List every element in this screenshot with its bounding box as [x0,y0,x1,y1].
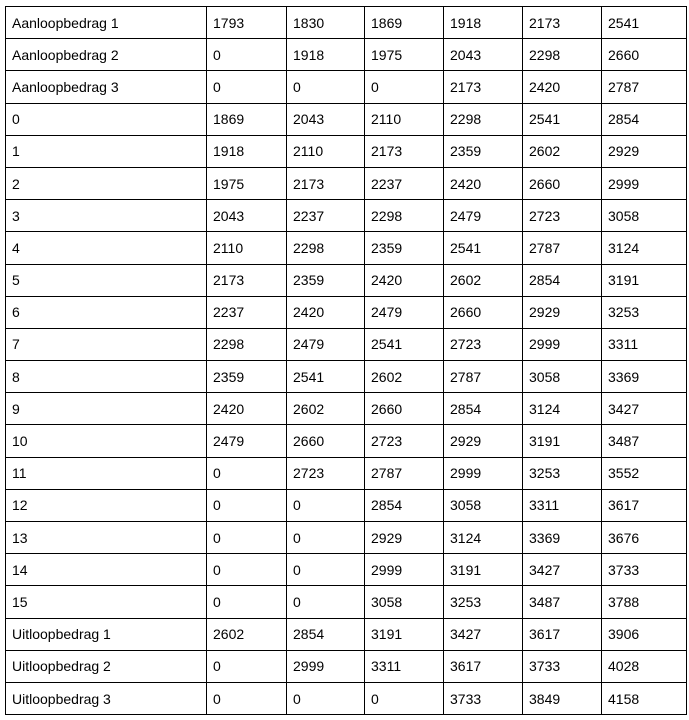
table-row [6,522,687,554]
table-cell: 3617 [444,650,523,682]
table-row [6,167,687,199]
row-label-cell: 14 [6,554,207,586]
row-label-cell: Uitloopbedrag 1 [6,618,207,650]
row-label-cell: 9 [6,393,207,425]
table-cell: 0 [287,522,365,554]
table-cell: 3733 [602,554,687,586]
table-cell: 2602 [207,618,287,650]
table-cell: 0 [207,522,287,554]
table-cell: 3253 [602,296,687,328]
table-cell: 0 [207,650,287,682]
table-cell: 3311 [602,328,687,360]
table-cell: 2854 [602,103,687,135]
table-cell: 2173 [444,71,523,103]
table-cell: 2298 [287,232,365,264]
row-label-cell: 12 [6,489,207,521]
table-cell: 3124 [444,522,523,554]
table-cell: 2660 [523,167,602,199]
table-row [6,618,687,650]
table-cell: 2723 [287,457,365,489]
row-label-cell: 10 [6,425,207,457]
table-cell: 2854 [365,489,444,521]
table-cell: 2929 [444,425,523,457]
table-cell: 2787 [523,232,602,264]
row-label-cell: 15 [6,586,207,618]
row-label-cell: Aanloopbedrag 3 [6,71,207,103]
row-label-cell: 4 [6,232,207,264]
row-label-cell: Aanloopbedrag 1 [6,7,207,39]
table-cell: 3849 [523,682,602,714]
row-label-cell: 7 [6,328,207,360]
table-cell: 0 [365,682,444,714]
row-label-cell: 6 [6,296,207,328]
row-label-cell: Uitloopbedrag 2 [6,650,207,682]
table-cell: 2723 [365,425,444,457]
table-cell: 3311 [365,650,444,682]
table-cell: 3733 [444,682,523,714]
table-cell: 3124 [602,232,687,264]
table-cell: 2723 [523,200,602,232]
table-cell: 0 [207,71,287,103]
table-cell: 3369 [523,522,602,554]
row-label-cell: 8 [6,361,207,393]
table-cell: 2999 [602,167,687,199]
table-cell: 2541 [365,328,444,360]
table-cell: 2043 [287,103,365,135]
table-cell: 2359 [365,232,444,264]
table-cell: 0 [287,554,365,586]
table-cell: 0 [207,457,287,489]
table-cell: 2999 [287,650,365,682]
row-label-cell: Aanloopbedrag 2 [6,39,207,71]
table-body [6,7,687,715]
table-cell: 2541 [523,103,602,135]
table-cell: 0 [365,71,444,103]
table-cell: 1975 [207,167,287,199]
table-cell: 2723 [444,328,523,360]
row-label-cell: Uitloopbedrag 3 [6,682,207,714]
table-row [6,457,687,489]
table-cell: 1918 [444,7,523,39]
table-cell: 2787 [365,457,444,489]
table-cell: 2420 [523,71,602,103]
table-cell: 2541 [287,361,365,393]
table-cell: 2173 [287,167,365,199]
table-cell: 3253 [444,586,523,618]
table-row [6,296,687,328]
table-cell: 3058 [444,489,523,521]
table-cell: 2479 [287,328,365,360]
table-cell: 2298 [365,200,444,232]
table-cell: 1869 [365,7,444,39]
row-label-cell: 13 [6,522,207,554]
table-cell: 2359 [444,135,523,167]
table-cell: 2541 [444,232,523,264]
table-cell: 2660 [287,425,365,457]
table-cell: 2237 [207,296,287,328]
table-cell: 3427 [444,618,523,650]
table-cell: 3427 [602,393,687,425]
table-cell: 2929 [365,522,444,554]
table-cell: 2298 [523,39,602,71]
table-row [6,264,687,296]
table-cell: 1869 [207,103,287,135]
table-cell: 2298 [444,103,523,135]
table-cell: 2173 [365,135,444,167]
table-row [6,71,687,103]
table-cell: 0 [287,682,365,714]
table-cell: 2420 [287,296,365,328]
table-cell: 2110 [365,103,444,135]
table-cell: 2602 [444,264,523,296]
table-cell: 2602 [523,135,602,167]
table-cell: 1830 [287,7,365,39]
table-cell: 0 [207,39,287,71]
table-cell: 2173 [207,264,287,296]
table-cell: 2420 [365,264,444,296]
table-row [6,361,687,393]
table-cell: 3617 [602,489,687,521]
table-cell: 2110 [207,232,287,264]
table-cell: 2999 [523,328,602,360]
table-row [6,7,687,39]
table-row [6,393,687,425]
table-cell: 3191 [444,554,523,586]
row-label-cell: 2 [6,167,207,199]
table-row [6,135,687,167]
row-label-cell: 1 [6,135,207,167]
table-cell: 2359 [287,264,365,296]
table-cell: 3906 [602,618,687,650]
table-row [6,682,687,714]
row-label-cell: 5 [6,264,207,296]
table-cell: 2602 [287,393,365,425]
table-cell: 2043 [207,200,287,232]
table-cell: 0 [207,554,287,586]
table-cell: 2479 [444,200,523,232]
table-row [6,586,687,618]
table-row [6,39,687,71]
table-cell: 0 [207,586,287,618]
table-row [6,650,687,682]
table-cell: 2660 [602,39,687,71]
table-cell: 2854 [444,393,523,425]
row-label-cell: 0 [6,103,207,135]
table-cell: 1975 [365,39,444,71]
table-row [6,103,687,135]
table-cell: 2541 [602,7,687,39]
row-label-cell: 11 [6,457,207,489]
table-cell: 2999 [444,457,523,489]
table-row [6,489,687,521]
table-cell: 3617 [523,618,602,650]
table-cell: 3191 [523,425,602,457]
table-cell: 2110 [287,135,365,167]
table-cell: 1918 [207,135,287,167]
table-row [6,554,687,586]
table-cell: 3058 [523,361,602,393]
table-cell: 2999 [365,554,444,586]
table-cell: 0 [207,682,287,714]
table-cell: 2854 [523,264,602,296]
table-row [6,200,687,232]
table-cell: 3487 [523,586,602,618]
table-cell: 1793 [207,7,287,39]
table-cell: 2787 [444,361,523,393]
table-cell: 3253 [523,457,602,489]
table-cell: 2854 [287,618,365,650]
table-cell: 2359 [207,361,287,393]
table-cell: 2173 [523,7,602,39]
table-cell: 3058 [602,200,687,232]
table-cell: 2929 [523,296,602,328]
table-row [6,328,687,360]
table-cell: 3191 [602,264,687,296]
table-cell: 3487 [602,425,687,457]
table-cell: 2660 [365,393,444,425]
table-cell: 0 [287,71,365,103]
table-cell: 0 [207,489,287,521]
table-cell: 2479 [207,425,287,457]
table-cell: 1918 [287,39,365,71]
table-cell: 3058 [365,586,444,618]
table-cell: 4028 [602,650,687,682]
row-label-cell: 3 [6,200,207,232]
table-row [6,232,687,264]
table-cell: 2660 [444,296,523,328]
table-cell: 3369 [602,361,687,393]
table-cell: 3676 [602,522,687,554]
table-cell: 3427 [523,554,602,586]
salary-scale-table [5,6,687,715]
table-cell: 2043 [444,39,523,71]
table-cell: 0 [287,586,365,618]
table-cell: 3124 [523,393,602,425]
table-cell: 3788 [602,586,687,618]
table-cell: 2298 [207,328,287,360]
table-cell: 2479 [365,296,444,328]
table-cell: 3311 [523,489,602,521]
table-cell: 3552 [602,457,687,489]
salary-scale-table-container [5,6,686,715]
table-cell: 2787 [602,71,687,103]
table-cell: 2929 [602,135,687,167]
table-cell: 2420 [444,167,523,199]
table-cell: 3733 [523,650,602,682]
table-cell: 4158 [602,682,687,714]
table-cell: 2237 [365,167,444,199]
table-cell: 2237 [287,200,365,232]
table-cell: 3191 [365,618,444,650]
table-row [6,425,687,457]
table-cell: 2420 [207,393,287,425]
table-cell: 2602 [365,361,444,393]
table-cell: 0 [287,489,365,521]
